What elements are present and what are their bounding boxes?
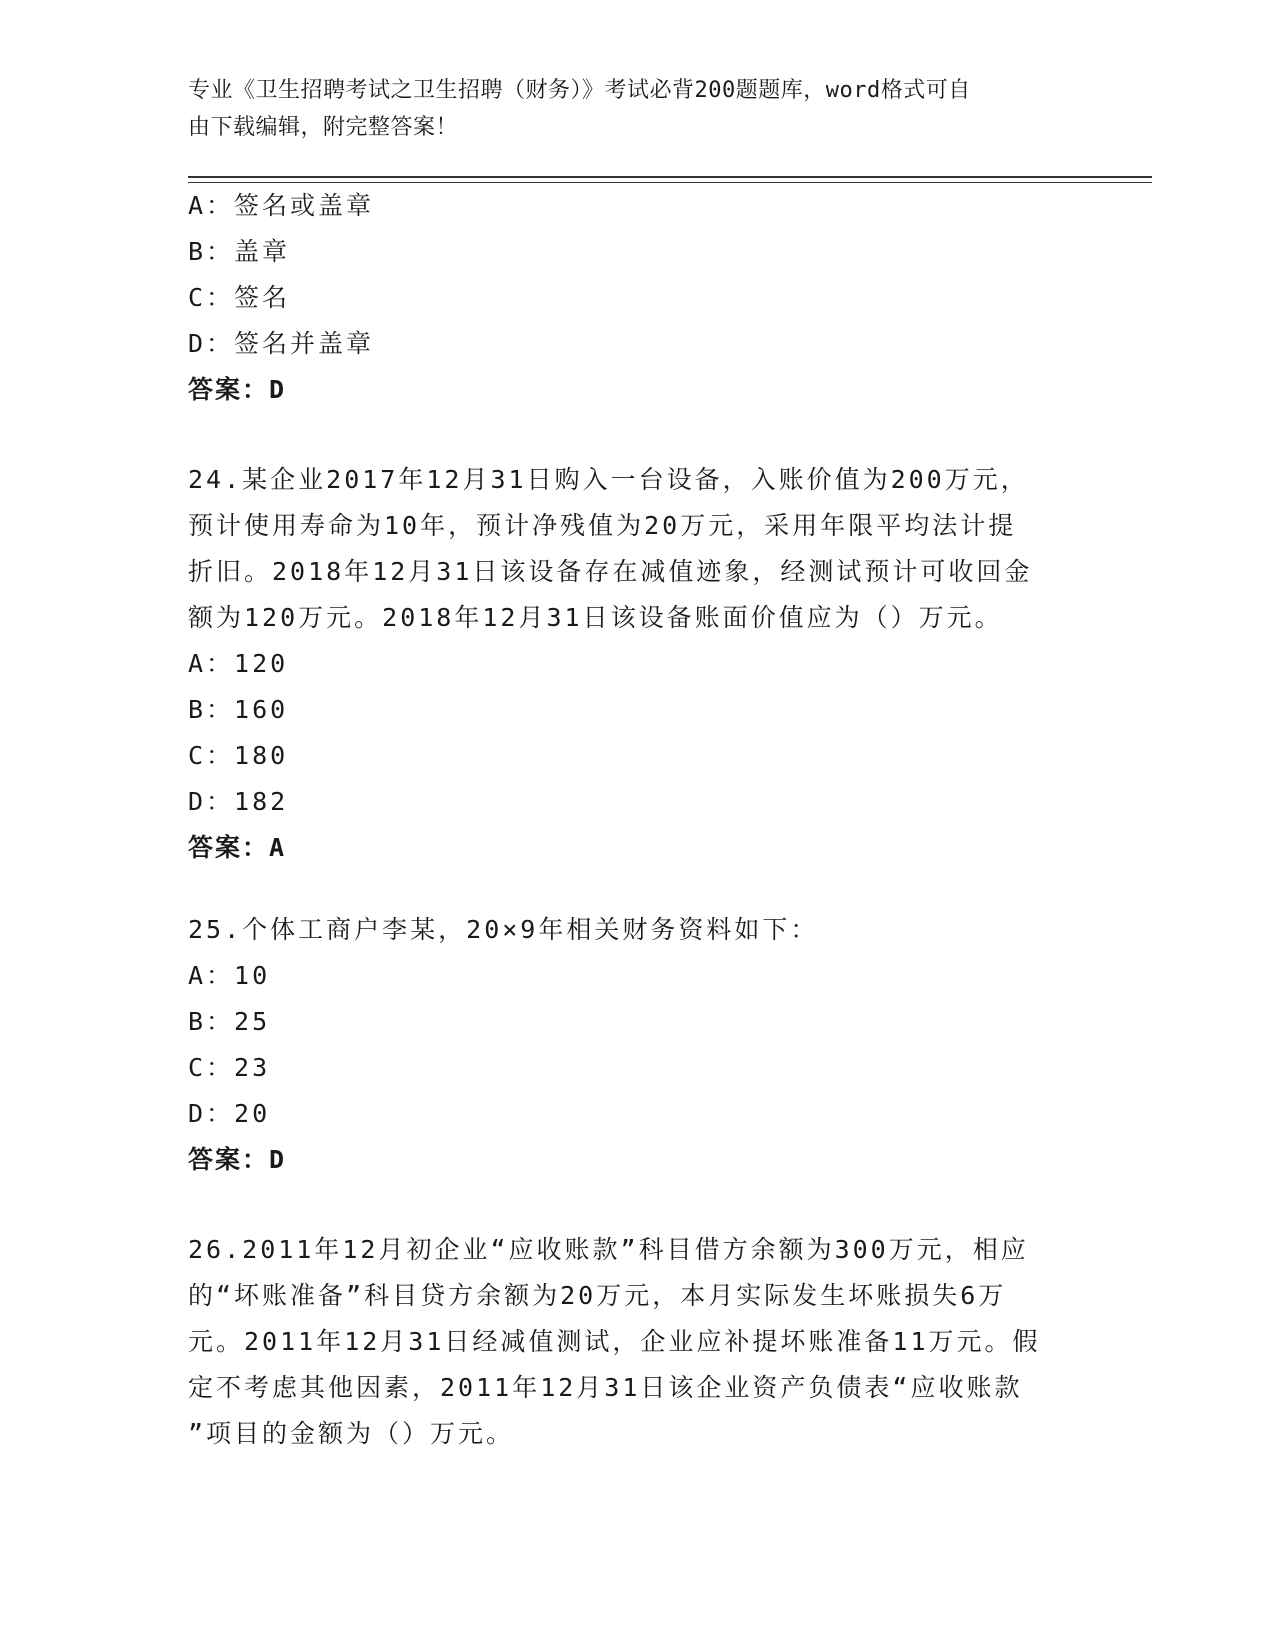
option-a: A：120 — [188, 649, 289, 678]
option-d: D：20 — [188, 1099, 271, 1128]
answer: 答案：D — [188, 375, 287, 404]
answer: 答案：D — [188, 1145, 287, 1174]
question-text: 预计使用寿命为10年，预计净残值为20万元，采用年限平均法计提 — [188, 511, 1017, 540]
question-text: 24.某企业2017年12月31日购入一台设备，入账价值为200万元， — [188, 465, 1029, 494]
header-divider — [188, 176, 1152, 178]
question-24 — [188, 457, 1088, 871]
option-d: D：签名并盖章 — [188, 329, 375, 358]
question-26 — [188, 1227, 1088, 1457]
question-text: 25.个体工商户李某，20×9年相关财务资料如下： — [188, 915, 819, 944]
option-b: B：25 — [188, 1007, 271, 1036]
option-a: A：签名或盖章 — [188, 191, 375, 220]
option-c: C：180 — [188, 741, 289, 770]
question-25 — [188, 907, 1088, 1183]
question-text: 的“坏账准备”科目贷方余额为20万元，本月实际发生坏账损失6万 — [188, 1281, 1007, 1310]
option-c: C：23 — [188, 1053, 271, 1082]
option-c: C：签名 — [188, 283, 291, 312]
header-line: 专业《卫生招聘考试之卫生招聘（财务）》考试必背200题题库，word格式可自 — [188, 78, 971, 103]
question-text: 额为120万元。2018年12月31日该设备账面价值应为（）万元。 — [188, 603, 1003, 632]
option-b: B：盖章 — [188, 237, 291, 266]
option-a: A：10 — [188, 961, 271, 990]
header-line: 由下载编辑，附完整答案！ — [188, 115, 459, 140]
question-text: 元。2011年12月31日经减值测试，企业应补提坏账准备11万元。假 — [188, 1327, 1041, 1356]
document-header — [188, 72, 1068, 146]
question-text: 26.2011年12月初企业“应收账款”科目借方余额为300万元，相应 — [188, 1235, 1029, 1264]
answer: 答案：A — [188, 833, 287, 862]
question-text: 折旧。2018年12月31日该设备存在减值迹象，经测试预计可收回金 — [188, 557, 1033, 586]
question-23-options — [188, 183, 1088, 413]
question-text: 定不考虑其他因素，2011年12月31日该企业资产负债表“应收账款 — [188, 1373, 1023, 1402]
option-b: B：160 — [188, 695, 289, 724]
question-text: ”项目的金额为（）万元。 — [188, 1419, 515, 1448]
option-d: D：182 — [188, 787, 289, 816]
